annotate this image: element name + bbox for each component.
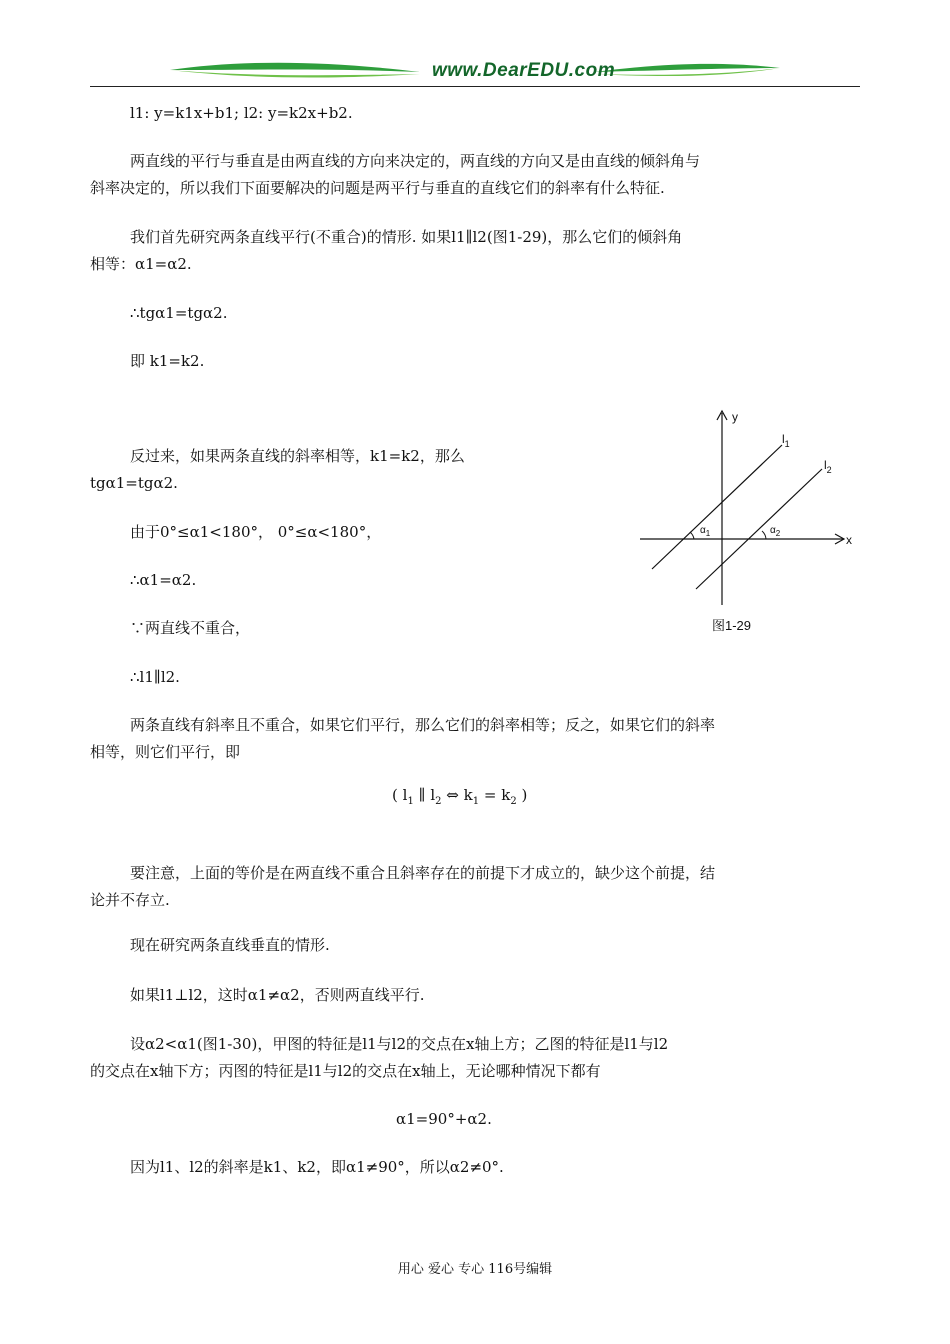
formula-l2: $l_2$ xyxy=(430,786,442,807)
site-logo-text[interactable]: www.DearEDU.com xyxy=(432,60,616,81)
line-l2 xyxy=(696,469,822,589)
paragraph-line: 设α2<α1(图1-30)，甲图的特征是l1与l2的交点在x轴上方；乙图的特征是l1与l2 xyxy=(130,1035,669,1053)
paragraph-line: 斜率决定的，所以我们下面要解决的问题是两平行与垂直的直线它们的斜率有什么特征. xyxy=(90,179,665,197)
paragraph-line: 论并不存立. xyxy=(90,891,170,909)
formula-parallel: ∥ xyxy=(418,786,426,804)
label-l1: $l_1$ xyxy=(782,432,790,449)
paragraph-line: 相等，则它们平行，即 xyxy=(90,743,241,761)
left-swoosh xyxy=(170,63,420,72)
formula-equiv: ⇔ xyxy=(446,786,464,804)
paragraph-line: 反过来，如果两条直线的斜率相等，k1=k2，那么 xyxy=(130,447,465,465)
paragraph-line: 两直线的平行与垂直是由两直线的方向来决定的，两直线的方向又是由直线的倾斜角与 xyxy=(130,152,701,170)
paragraph-line: 因为l1、l2的斜率是k1、k2，即α1≠90°，所以α2≠0°. xyxy=(130,1158,504,1176)
paragraph-line: tgα1=tgα2. xyxy=(90,474,178,492)
line-l1 xyxy=(652,445,782,569)
right-swoosh xyxy=(595,64,780,72)
formula-k1: $k_1$ xyxy=(463,786,480,807)
angle-alpha2-arc xyxy=(762,531,766,539)
label-alpha1: $\alpha_1$ xyxy=(700,525,711,538)
label-l2: $l_2$ xyxy=(824,458,832,475)
formula-alpha-relation: α1=90°+α2. xyxy=(396,1110,492,1128)
formula-open-paren: ( xyxy=(392,786,398,804)
page-footer: 用心 爱心 专心 116号编辑 xyxy=(397,1262,553,1277)
formula-l1: $l_1$ xyxy=(402,786,414,807)
paragraph-line: 我们首先研究两条直线平行(不重合)的情形. 如果l1∥l2(图1-29)，那么它们的倾斜角 xyxy=(130,228,683,246)
paragraph-line: ∵两直线不重合， xyxy=(130,619,251,637)
figure-caption: 图1-29 xyxy=(712,618,752,633)
paragraph-line: 即 k1=k2. xyxy=(130,352,205,370)
paragraph-line: ∴α1=α2. xyxy=(130,571,197,589)
paragraph-line: 现在研究两条直线垂直的情形. xyxy=(130,936,330,954)
formula-eq: = xyxy=(483,786,502,804)
formula-k2: $k_2$ xyxy=(501,786,517,807)
paragraph-line: 相等：α1=α2. xyxy=(90,255,192,273)
paragraph-line: 由于0°≤α1<180°， 0°≤α<180°， xyxy=(130,523,382,541)
paragraph-line: 如果l1⊥l2，这时α1≠α2，否则两直线平行. xyxy=(130,986,425,1004)
equivalence-formula xyxy=(392,786,527,807)
header-rule xyxy=(90,86,860,87)
left-swoosh-lower xyxy=(170,70,420,77)
angle-alpha1-arc xyxy=(690,532,694,539)
page-header xyxy=(90,56,860,90)
label-x: x xyxy=(846,533,852,547)
label-y: y xyxy=(732,410,738,424)
paragraph-line: 要注意，上面的等价是在两直线不重合且斜率存在的前提下才成立的，缺少这个前提，结 xyxy=(130,864,716,882)
paragraph-line: ∴l1∥l2. xyxy=(130,668,180,686)
parallel-lines-diagram xyxy=(636,405,866,615)
paragraph-line: ∴tgα1=tgα2. xyxy=(130,304,228,322)
formula-close-paren: ) xyxy=(521,786,528,804)
paragraph-line-equations: l1: y=k1x+b1; l2: y=k2x+b2. xyxy=(130,104,353,122)
paragraph-line: 两条直线有斜率且不重合，如果它们平行，那么它们的斜率相等；反之，如果它们的斜率 xyxy=(130,716,716,734)
paragraph-line: 的交点在x轴下方；丙图的特征是l1与l2的交点在x轴上，无论哪种情况下都有 xyxy=(90,1062,601,1080)
label-alpha2: $\alpha_2$ xyxy=(770,525,781,538)
figure-1-29 xyxy=(636,405,866,640)
